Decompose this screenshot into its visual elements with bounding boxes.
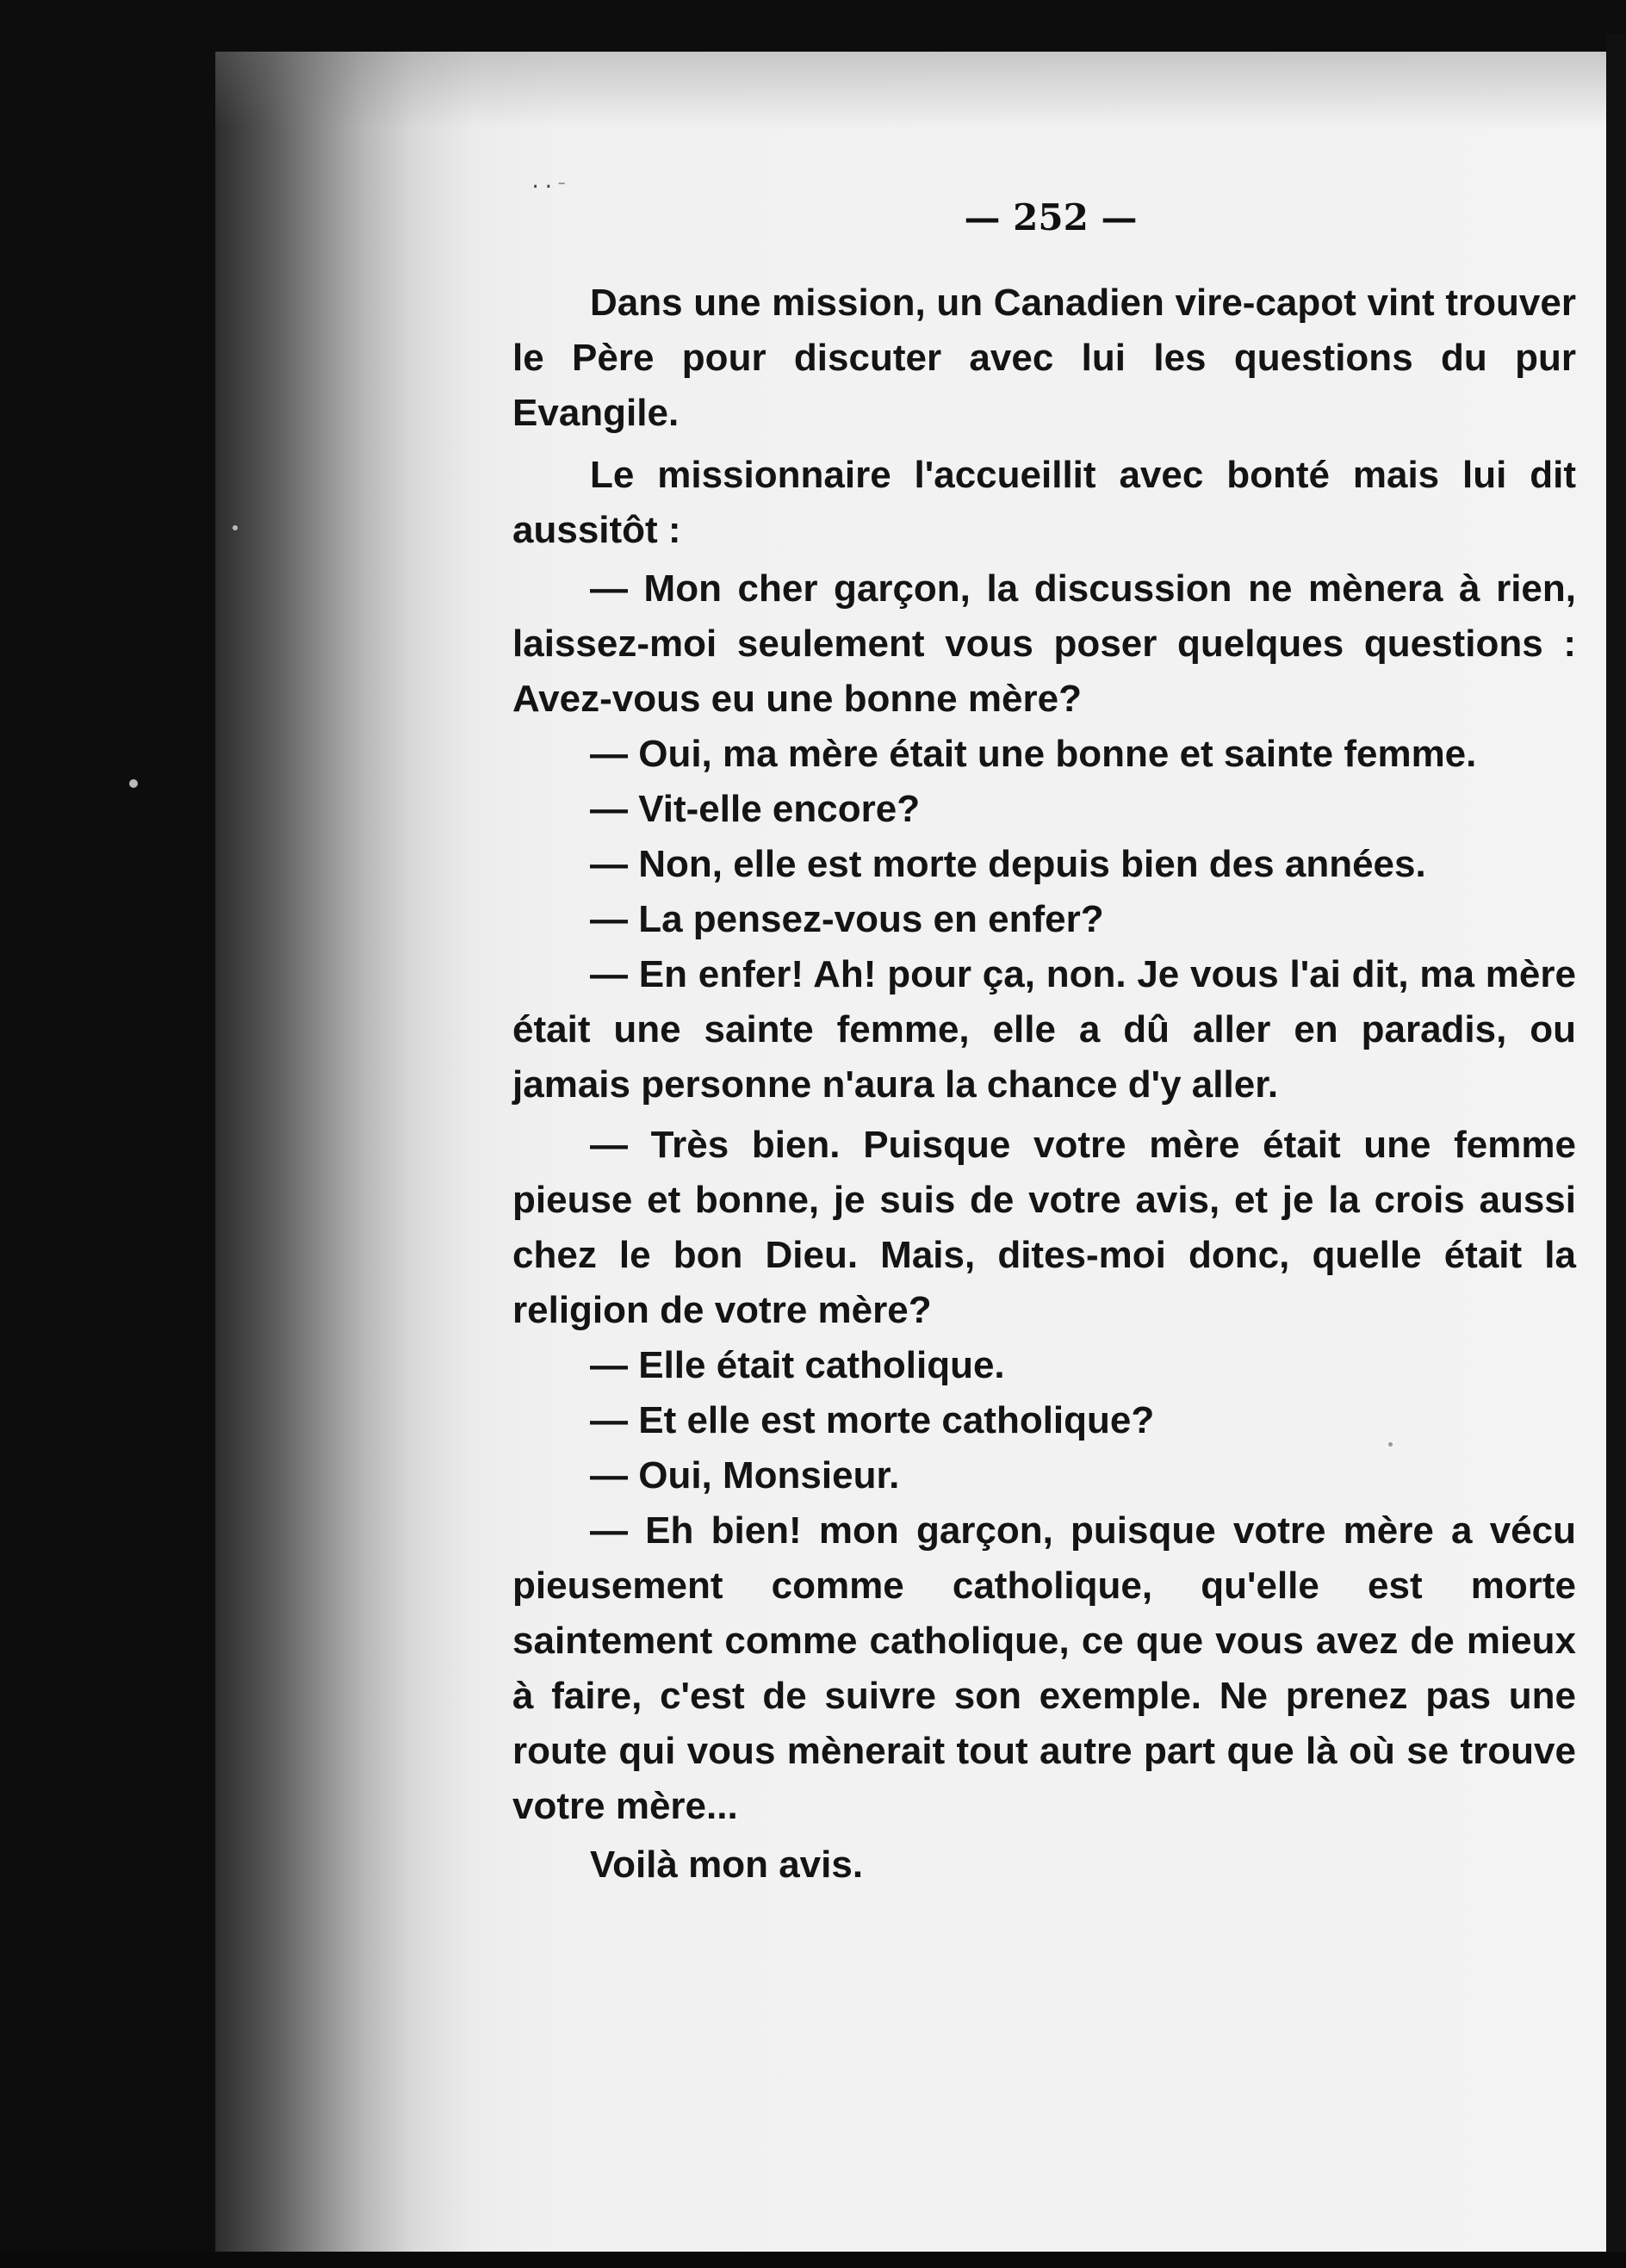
page-text (512, 276, 1576, 1893)
paragraph: — Non, elle est morte depuis bien des années. (590, 843, 1426, 885)
paragraph: Voilà mon avis. (590, 1844, 864, 1886)
header-marks: ··⁻ (530, 177, 569, 198)
paragraph: — Mon cher garçon, la discussion ne mènera à rien, laissez-moi seulement vous poser quelques questions : Avez-vous eu une bonne mère? (512, 567, 1576, 720)
page-number: — 252 — (964, 196, 1138, 239)
dust-speck (233, 525, 238, 530)
paragraph: — En enfer! Ah! pour ça, non. Je vous l'ai dit, ma mère était une sainte femme, elle a dû aller en paradis, ou jamais personne n'aura la chance d'y aller. (512, 953, 1576, 1106)
paragraph: Dans une mission, un Canadien vire-capot vint trouver le Père pour discuter avec lui les questions du pur Evangile. (512, 282, 1576, 434)
paragraph: — La pensez-vous en enfer? (590, 898, 1104, 940)
paragraph: — Vit-elle encore? (590, 788, 921, 830)
paragraph: — Oui, Monsieur. (590, 1454, 900, 1497)
page-top-shade (215, 52, 1606, 129)
paragraph: — Oui, ma mère était une bonne et sainte femme. (590, 733, 1477, 775)
paragraph: — Elle était catholique. (590, 1344, 1005, 1386)
page-right-edge (1606, 34, 1626, 2268)
paragraph: — Très bien. Puisque votre mère était une femme pieuse et bonne, je suis de votre avis, et je la crois aussi chez le bon Dieu. Mais, dites-moi donc, quelle était la religion de votre mère? (512, 1124, 1576, 1331)
paragraph: Le missionnaire l'accueillit avec bonté mais lui dit aussitôt : (512, 454, 1576, 551)
paragraph: — Et elle est morte catholique? (590, 1399, 1155, 1441)
dust-speck (129, 779, 138, 788)
paragraph: — Eh bien! mon garçon, puisque votre mère a vécu pieusement comme catholique, qu'elle est morte saintement comme catholique, ce que vous avez de mieux à faire, c'est de suivre son exemple. Ne prenez pas une route qui vous mènerait tout autre part que là où se trouve votre mère... (512, 1509, 1576, 1827)
page-bottom-edge (0, 2252, 1626, 2268)
